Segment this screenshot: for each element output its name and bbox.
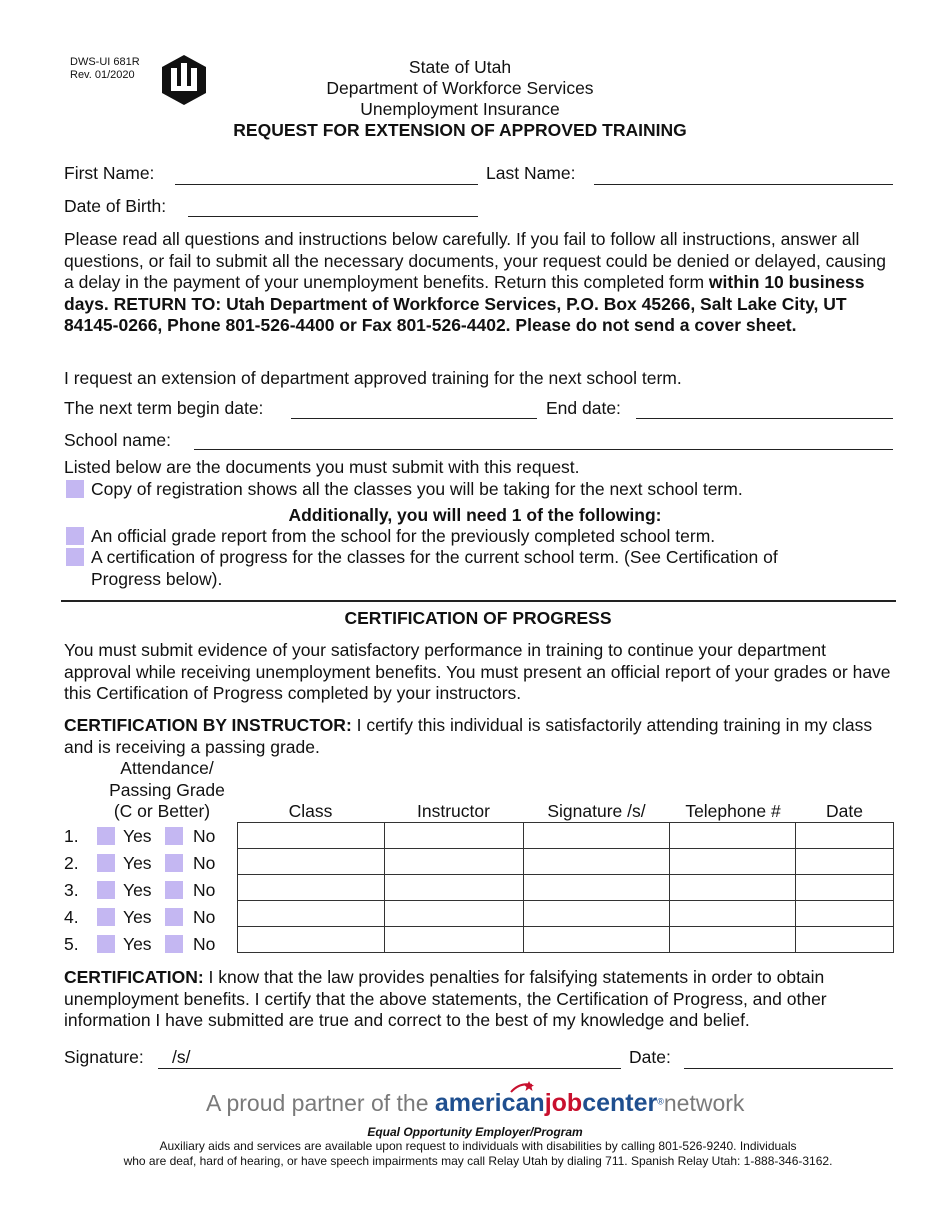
col-signature: Signature /s/ [547, 801, 646, 821]
section-divider [61, 600, 896, 602]
telephone-cell[interactable] [670, 875, 796, 901]
partner-job: job [544, 1089, 583, 1117]
additional-heading: Additionally, you will need 1 of the following: [288, 505, 662, 525]
class-cell[interactable] [238, 849, 385, 875]
telephone-cell[interactable] [670, 901, 796, 927]
no-checkbox[interactable] [165, 908, 183, 926]
no-label: No [193, 934, 216, 954]
instructor-cell[interactable] [384, 901, 523, 927]
signature-field[interactable] [158, 1068, 621, 1069]
end-date-field[interactable] [636, 418, 893, 419]
dob-label: Date of Birth: [64, 196, 167, 216]
class-cell[interactable] [238, 927, 385, 953]
signature-label: Signature: [64, 1047, 144, 1067]
yes-label: Yes [123, 907, 152, 927]
dob-field[interactable] [188, 216, 478, 217]
form-id: DWS-UI 681R [70, 56, 140, 68]
attendance-header-2: Passing Grade [109, 780, 225, 800]
eoe-statement: Equal Opportunity Employer/Program [367, 1125, 583, 1139]
class-cell[interactable] [238, 875, 385, 901]
date-cell[interactable] [796, 823, 894, 849]
partner-center: center [582, 1089, 658, 1117]
term-begin-label: The next term begin date: [64, 398, 264, 418]
yes-checkbox[interactable] [97, 935, 115, 953]
row-number: 5. [64, 934, 79, 954]
col-date: Date [826, 801, 863, 821]
table-row [238, 875, 894, 901]
attendance-header-3: (C or Better) [113, 801, 211, 821]
signature-value: /s/ [172, 1047, 191, 1067]
instructor-cell[interactable] [384, 823, 523, 849]
registration-label: Copy of registration shows all the classes you will be taking for the next school term. [91, 479, 743, 499]
signature-cell[interactable] [523, 927, 670, 953]
table-row [238, 849, 894, 875]
table-row [238, 927, 894, 953]
col-instructor: Instructor [417, 801, 490, 821]
date-field[interactable] [684, 1068, 893, 1069]
class-cell[interactable] [238, 901, 385, 927]
no-checkbox[interactable] [165, 827, 183, 845]
signature-cell[interactable] [523, 901, 670, 927]
yes-label: Yes [123, 853, 152, 873]
row-number: 2. [64, 853, 79, 873]
date-cell[interactable] [796, 901, 894, 927]
col-class: Class [288, 801, 333, 821]
term-begin-field[interactable] [291, 418, 537, 419]
partner-network: network [663, 1090, 745, 1116]
date-cell[interactable] [796, 875, 894, 901]
ajc-swoosh-icon [510, 1080, 534, 1094]
page-title: REQUEST FOR EXTENSION OF APPROVED TRAINING [233, 120, 687, 140]
instructor-cell[interactable] [384, 849, 523, 875]
header-program: Unemployment Insurance [360, 99, 560, 119]
row-number: 1. [64, 826, 79, 846]
no-checkbox[interactable] [165, 935, 183, 953]
grade-report-label: An official grade report from the school for the previously completed school term. [91, 526, 716, 546]
header-state: State of Utah [408, 57, 512, 77]
school-name-label: School name: [64, 430, 172, 450]
telephone-cell[interactable] [670, 927, 796, 953]
yes-checkbox[interactable] [97, 881, 115, 899]
cop-title: CERTIFICATION OF PROGRESS [344, 608, 612, 628]
col-telephone: Telephone # [685, 801, 781, 821]
no-label: No [193, 880, 216, 900]
telephone-cell[interactable] [670, 849, 796, 875]
telephone-cell[interactable] [670, 823, 796, 849]
partner-prefix: A proud partner of the [206, 1090, 435, 1116]
instructor-cell[interactable] [384, 927, 523, 953]
certification-paragraph: CERTIFICATION: I know that the law provides penalties for falsifying statements in order to obtain unemployment benefits. I certify that the above statements, the Certification of Progress, and other information I have submitted are true and correct to the best of my knowledge and belief. [64, 967, 827, 1030]
no-label: No [193, 853, 216, 873]
row-number: 3. [64, 880, 79, 900]
registration-checkbox[interactable] [66, 480, 84, 498]
table-row [238, 823, 894, 849]
instructions-paragraph: Please read all questions and instructions below carefully. If you fail to follow all instructions, answer all questions, or fail to submit all the necessary documents, your request could be denied or delayed, causing a delay in the payment of your unemployment benefits. Return this completed form within 10 business days. RETURN TO: Utah Department of Workforce Services, P.O. Box 45266, Salt Lake City, UT 84145-0266, Phone 801-526-4400 or Fax 801-526-4402. Please do not send a cover sheet. [64, 229, 887, 335]
footer-line-1: Auxiliary aids and services are available upon request to individuals with disabilities by calling 801-526-9240. Individuals [159, 1139, 797, 1153]
row-number: 4. [64, 907, 79, 927]
certification-progress-label: A certification of progress for the classes for the current school term. (See Certification of [91, 547, 778, 567]
school-name-field[interactable] [194, 449, 893, 450]
footer-line-2: who are deaf, hard of hearing, or have speech impairments may call Relay Utah by dialing 711. Spanish Relay Utah: 1-888-346-3162. [123, 1154, 833, 1168]
table-row [238, 901, 894, 927]
no-label: No [193, 907, 216, 927]
instructor-cell[interactable] [384, 875, 523, 901]
instructor-table [237, 822, 894, 953]
no-label: No [193, 826, 216, 846]
first-name-label: First Name: [64, 163, 155, 183]
date-label: Date: [629, 1047, 671, 1067]
instructor-certification: CERTIFICATION BY INSTRUCTOR: I certify this individual is satisfactorily attending training in my class and is receiving a passing grade. [64, 715, 873, 757]
last-name-label: Last Name: [486, 163, 576, 183]
date-cell[interactable] [796, 927, 894, 953]
last-name-field[interactable] [594, 184, 893, 185]
header-department: Department of Workforce Services [326, 78, 594, 98]
yes-checkbox[interactable] [97, 827, 115, 845]
signature-cell[interactable] [523, 823, 670, 849]
class-cell[interactable] [238, 823, 385, 849]
attendance-header-1: Attendance/ [120, 758, 214, 778]
partner-banner: A proud partner of the americanjobcenter®network [206, 1089, 745, 1117]
yes-checkbox[interactable] [97, 908, 115, 926]
yes-label: Yes [123, 880, 152, 900]
documents-intro: Listed below are the documents you must submit with this request. [64, 457, 580, 477]
cop-body: You must submit evidence of your satisfactory performance in training to continue your department approval while receiving unemployment benefits. You must present an official report of your grades or have this Certification of Progress completed by your instructors. [64, 640, 891, 703]
yes-checkbox[interactable] [97, 854, 115, 872]
end-date-label: End date: [546, 398, 621, 418]
yes-label: Yes [123, 826, 152, 846]
first-name-field[interactable] [175, 184, 478, 185]
certification-progress-checkbox[interactable] [66, 548, 84, 566]
date-cell[interactable] [796, 849, 894, 875]
no-checkbox[interactable] [165, 854, 183, 872]
form-revision: Rev. 01/2020 [70, 69, 135, 81]
grade-report-checkbox[interactable] [66, 527, 84, 545]
request-line: I request an extension of department approved training for the next school term. [64, 368, 682, 388]
no-checkbox[interactable] [165, 881, 183, 899]
certification-progress-label-cont: Progress below). [91, 569, 223, 589]
partner-american: american [434, 1089, 545, 1117]
yes-label: Yes [123, 934, 152, 954]
signature-cell[interactable] [523, 875, 670, 901]
signature-cell[interactable] [523, 849, 670, 875]
